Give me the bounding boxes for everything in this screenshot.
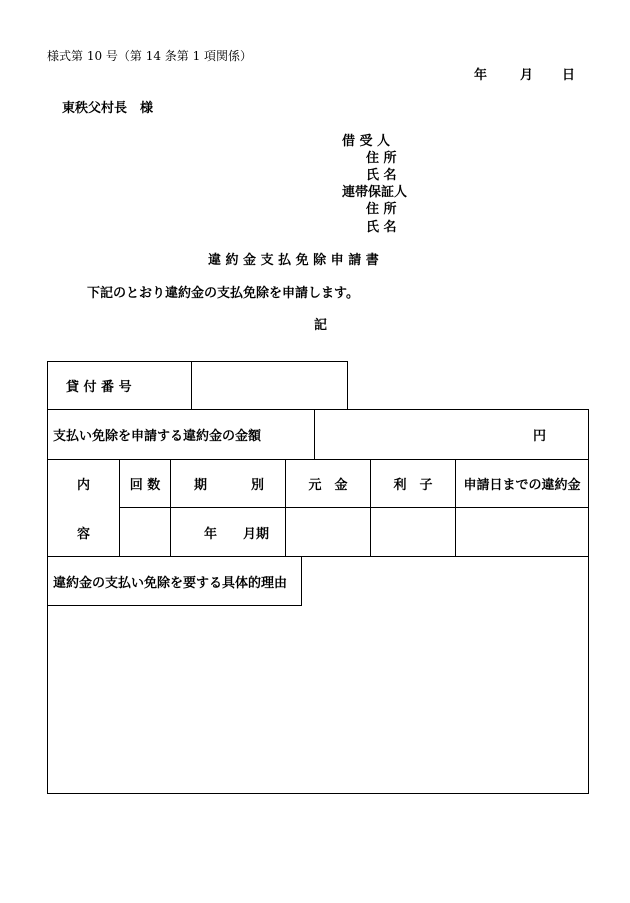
- year-label: 年: [204, 526, 218, 542]
- penalty-header: 申請日までの違約金: [463, 478, 581, 493]
- count-field[interactable]: [120, 508, 170, 556]
- guarantor-label: 連帯保証人: [342, 185, 408, 200]
- period-header-1: 期: [194, 478, 208, 493]
- date-year: 年: [474, 68, 488, 83]
- date-month: 月: [520, 68, 534, 83]
- ki-label: 記: [314, 318, 328, 333]
- borrower-address-label: 住 所: [366, 151, 397, 166]
- reason-label: 違約金の支払い免除を要する具体的理由: [53, 575, 288, 591]
- content-label-1: 内: [76, 478, 90, 493]
- borrower-label: 借 受 人: [342, 134, 391, 149]
- amount-field[interactable]: [315, 410, 588, 459]
- month-label: 月期: [243, 526, 270, 542]
- borrower-name-label: 氏 名: [366, 168, 397, 183]
- penalty-field[interactable]: [456, 508, 588, 556]
- guarantor-address-label: 住 所: [366, 202, 397, 217]
- date-day: 日: [562, 68, 576, 83]
- document-title: 違 約 金 支 払 免 除 申 請 書: [208, 253, 379, 268]
- loan-number-field[interactable]: [192, 362, 347, 409]
- content-label-2: 容: [76, 526, 90, 542]
- interest-header: 利 子: [393, 478, 433, 493]
- reason-field[interactable]: [48, 606, 588, 793]
- period-field[interactable]: [171, 508, 285, 556]
- loan-number-label: 貸 付 番 号: [66, 379, 132, 395]
- principal-header: 元 金: [308, 478, 348, 493]
- interest-field[interactable]: [371, 508, 455, 556]
- period-header-2: 別: [251, 478, 265, 493]
- addressee: 東秩父村長 様: [62, 101, 154, 116]
- form-number: 様式第 10 号（第 14 条第 1 項関係）: [47, 49, 253, 63]
- guarantor-name-label: 氏 名: [366, 220, 397, 235]
- amount-label: 支払い免除を申請する違約金の金額: [53, 429, 262, 444]
- principal-field[interactable]: [286, 508, 370, 556]
- intro-text: 下記のとおり違約金の支払免除を申請します。: [87, 286, 359, 301]
- amount-unit: 円: [533, 429, 547, 444]
- count-header: 回 数: [129, 478, 161, 493]
